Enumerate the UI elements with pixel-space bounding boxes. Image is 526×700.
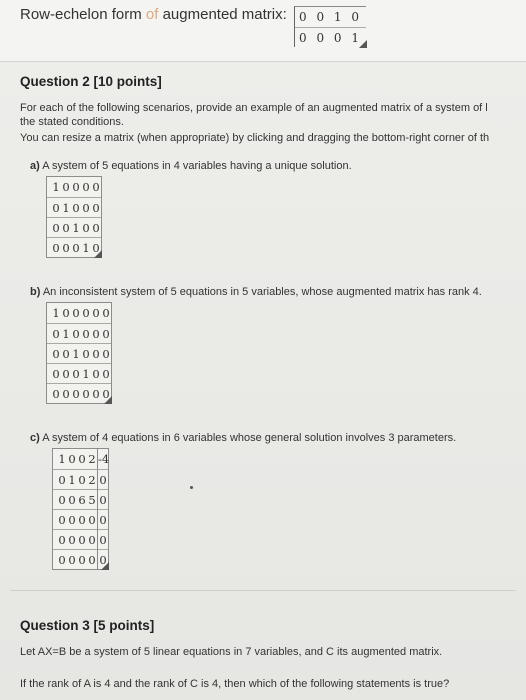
resize-handle-icon[interactable] (104, 396, 112, 404)
question-card (0, 62, 526, 700)
divider (10, 590, 516, 591)
matrix-cell[interactable]: 0 (82, 347, 90, 361)
matrix-cell[interactable]: 0 (52, 327, 60, 341)
matrix-cell[interactable]: 0 (102, 347, 110, 361)
matrix-cell[interactable]: 0 (99, 553, 107, 567)
matrix-cell[interactable]: 0 (78, 473, 86, 487)
matrix-cell[interactable]: 5 (88, 493, 96, 507)
matrix-row (47, 237, 101, 257)
matrix-cell[interactable]: 0 (92, 367, 100, 381)
matrix-cell[interactable]: 0 (62, 306, 70, 320)
part-b-text: An inconsistent system of 5 equations in 5 variables, whose augmented matrix has rank 4. (42, 286, 482, 298)
matrix-cell[interactable]: 0 (92, 387, 100, 401)
matrix-cell[interactable]: 0 (72, 306, 80, 320)
matrix-cell[interactable]: 1 (72, 221, 80, 235)
matrix-cell[interactable]: 0 (58, 493, 66, 507)
matrix-cell[interactable]: 1 (72, 347, 80, 361)
matrix-cell[interactable]: 1 (62, 327, 70, 341)
question-2-line-3: You can resize a matrix (when appropriate) by clicking and dragging the bottom-right corner of th (20, 132, 490, 144)
matrix-row (47, 363, 111, 383)
matrix-cell[interactable]: 0 (88, 553, 96, 567)
matrix-cell[interactable]: 0 (58, 553, 66, 567)
matrix-cell[interactable]: 0 (68, 452, 76, 466)
matrix-cell[interactable]: 0 (78, 513, 86, 527)
matrix-cell[interactable]: 1 (52, 306, 60, 320)
matrix-cell[interactable]: 1 (82, 241, 90, 255)
matrix-cell[interactable]: 0 (92, 221, 100, 235)
matrix-cell[interactable]: 0 (92, 201, 100, 215)
matrix-cell[interactable]: 0 (52, 367, 60, 381)
matrix-cell[interactable]: 0 (102, 327, 110, 341)
matrix-cell[interactable]: 0 (72, 241, 80, 255)
matrix-row (53, 469, 108, 489)
matrix-cell[interactable]: 0 (82, 387, 90, 401)
matrix-cell[interactable]: 0 (58, 473, 66, 487)
matrix-row (47, 383, 111, 403)
matrix-cell[interactable]: 0 (62, 367, 70, 381)
matrix-cell[interactable]: 0 (52, 221, 60, 235)
matrix-cell[interactable]: 0 (62, 387, 70, 401)
part-c-text: A system of 4 equations in 6 variables whose general solution involves 3 parameters. (42, 432, 457, 444)
matrix-cell[interactable]: 0 (52, 347, 60, 361)
ref-label (20, 6, 287, 23)
matrix-input-b[interactable] (46, 302, 112, 404)
matrix-cell[interactable]: 0 (82, 180, 90, 194)
part-c-label (30, 432, 456, 444)
matrix-row (53, 449, 108, 469)
matrix-row (47, 323, 111, 343)
ref-label-prefix: Row-echelon form (20, 6, 142, 23)
matrix-cell[interactable]: 0 (82, 221, 90, 235)
matrix-cell[interactable]: 0 (78, 452, 86, 466)
matrix-cell[interactable]: 0 (52, 387, 60, 401)
ref-label-suffix: augmented matrix: (162, 6, 287, 23)
matrix-cell[interactable]: 0 (52, 241, 60, 255)
matrix-input-c[interactable] (52, 448, 109, 570)
matrix-row (47, 343, 111, 363)
previous-question-band (0, 0, 526, 62)
resize-handle-icon[interactable] (94, 250, 102, 258)
matrix-cell[interactable]: 0 (102, 367, 110, 381)
matrix-row (53, 549, 108, 569)
matrix-cell[interactable]: 0 (99, 473, 107, 487)
part-b-letter: b) (30, 286, 41, 298)
matrix-cell[interactable]: 0 (99, 513, 107, 527)
matrix-input-a[interactable] (46, 176, 102, 258)
cursor-dot (190, 486, 193, 489)
matrix-row (47, 217, 101, 237)
matrix-cell[interactable]: 0 (72, 180, 80, 194)
question-3-title: Question 3 [5 points] (20, 618, 155, 633)
question-2-line-1: For each of the following scenarios, provide an example of an augmented matrix of a system of l (20, 102, 488, 114)
matrix-row (53, 509, 108, 529)
matrix-cell[interactable]: 0 (92, 327, 100, 341)
matrix-cell[interactable]: -4 (98, 452, 110, 466)
matrix-cell[interactable]: 0 (82, 327, 90, 341)
matrix-cell[interactable]: 0 (99, 493, 107, 507)
matrix-cell[interactable]: 0 (82, 306, 90, 320)
part-c-letter: c) (30, 432, 40, 444)
matrix-cell[interactable]: 0 (78, 553, 86, 567)
matrix-cell[interactable]: 0 (72, 367, 80, 381)
matrix-cell[interactable]: 1 (82, 367, 90, 381)
matrix-cell[interactable]: 0 (72, 327, 80, 341)
matrix-cell[interactable]: 1 (52, 180, 60, 194)
matrix-row (47, 177, 101, 197)
question-2-title: Question 2 [10 points] (20, 74, 162, 89)
matrix-cell[interactable]: 2 (88, 473, 96, 487)
matrix-cell[interactable]: 0 (62, 221, 70, 235)
question-2-line-2: the stated conditions. (20, 116, 124, 128)
matrix-cell[interactable]: 0 (62, 180, 70, 194)
matrix-cell[interactable]: 0 (102, 306, 110, 320)
question-3-line-1: Let AX=B be a system of 5 linear equations in 7 variables, and C its augmented matrix. (20, 646, 443, 658)
matrix-cell[interactable]: 0 (82, 201, 90, 215)
matrix-cell[interactable]: 0 (88, 533, 96, 547)
matrix-row (47, 303, 111, 323)
matrix-cell[interactable]: 0 (68, 533, 76, 547)
matrix-cell[interactable]: 0 (92, 306, 100, 320)
resize-handle-icon[interactable] (359, 40, 367, 48)
part-b-label (30, 286, 482, 298)
matrix-cell[interactable]: 6 (78, 493, 86, 507)
part-a-label (30, 160, 352, 172)
matrix-cell[interactable]: 0 (68, 553, 76, 567)
matrix-cell[interactable]: 0 (99, 533, 107, 547)
matrix-cell[interactable]: 0 (68, 513, 76, 527)
matrix-cell[interactable]: 0 (92, 241, 100, 255)
matrix-cell[interactable]: 0 (72, 201, 80, 215)
matrix-cell[interactable]: 0 (78, 533, 86, 547)
ref-matrix-row: 0 0 0 1 (295, 27, 366, 47)
matrix-cell[interactable]: 0 (102, 387, 110, 401)
matrix-cell[interactable]: 1 (62, 201, 70, 215)
matrix-cell[interactable]: 0 (68, 493, 76, 507)
matrix-cell[interactable]: 2 (88, 452, 96, 466)
ref-label-faded: of (141, 6, 163, 23)
matrix-cell[interactable]: 0 (92, 347, 100, 361)
matrix-cell[interactable]: 0 (62, 347, 70, 361)
matrix-cell[interactable]: 0 (92, 180, 100, 194)
matrix-cell[interactable]: 1 (58, 452, 66, 466)
resize-handle-icon[interactable] (101, 562, 109, 570)
question-3-line-2: If the rank of A is 4 and the rank of C is 4, then which of the following statements is true? (20, 678, 450, 690)
matrix-cell[interactable]: 0 (62, 241, 70, 255)
matrix-cell[interactable]: 0 (58, 533, 66, 547)
matrix-cell[interactable]: 0 (52, 201, 60, 215)
matrix-row (53, 529, 108, 549)
matrix-cell[interactable]: 1 (68, 473, 76, 487)
matrix-cell[interactable]: 0 (88, 513, 96, 527)
ref-matrix-row: 0 0 1 0 (299, 10, 362, 24)
part-a-letter: a) (30, 160, 40, 172)
matrix-cell[interactable]: 0 (58, 513, 66, 527)
matrix-row (53, 489, 108, 509)
part-a-text: A system of 5 equations in 4 variables having a unique solution. (42, 160, 352, 172)
ref-matrix[interactable] (294, 6, 366, 47)
matrix-row (47, 197, 101, 217)
matrix-cell[interactable]: 0 (72, 387, 80, 401)
